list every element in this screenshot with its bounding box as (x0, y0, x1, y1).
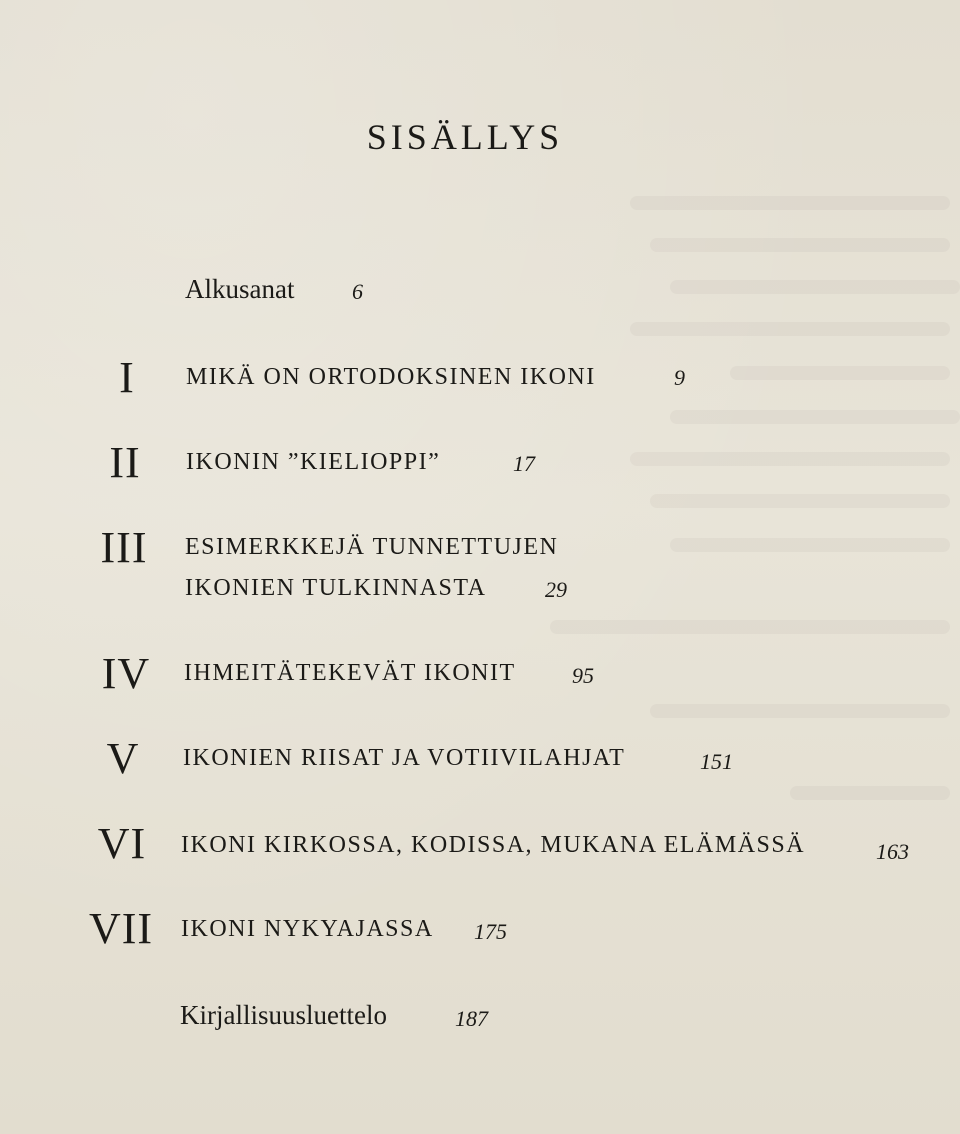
chapter-numeral: II (109, 438, 141, 487)
entry-page-number: 6 (352, 279, 363, 304)
entry-title: Alkusanat (185, 274, 295, 304)
entry-page-number: 9 (674, 365, 685, 390)
chapter-numeral: VII (88, 904, 154, 953)
chapter-numeral: IV (101, 649, 151, 698)
entry-title: MIKÄ ON ORTODOKSINEN IKONI (186, 364, 596, 390)
entry-page-number: 187 (455, 1006, 488, 1031)
entry-title: IKONIEN RIISAT JA VOTIIVILAHJAT (183, 745, 626, 771)
entry-title: IKONI NYKYAJASSA (181, 916, 434, 942)
entry-title: IKONI KIRKOSSA, KODISSA, MUKANA ELÄMÄSSÄ (181, 832, 806, 858)
entry-title-line-1: ESIMERKKEJÄ TUNNETTUJEN (185, 534, 559, 560)
chapter-numeral: V (106, 734, 140, 783)
entry-title: Kirjallisuusluettelo (180, 1000, 387, 1030)
entry-title: IKONIN ”KIELIOPPI” (186, 449, 441, 475)
entry-page-number: 29 (545, 577, 567, 602)
page-title: SISÄLLYS (366, 117, 564, 158)
entry-page-number: 151 (700, 749, 733, 774)
entry-page-number: 17 (513, 451, 535, 476)
entry-page-number: 163 (876, 839, 909, 864)
chapter-numeral: VI (97, 819, 147, 868)
entry-page-number: 175 (474, 919, 507, 944)
entry-page-number: 95 (572, 663, 594, 688)
chapter-numeral: III (100, 523, 148, 572)
chapter-numeral: I (119, 353, 135, 402)
entry-title-line-2: IKONIEN TULKINNASTA (185, 575, 487, 601)
entry-title: IHMEITÄTEKEVÄT IKONIT (184, 660, 516, 686)
